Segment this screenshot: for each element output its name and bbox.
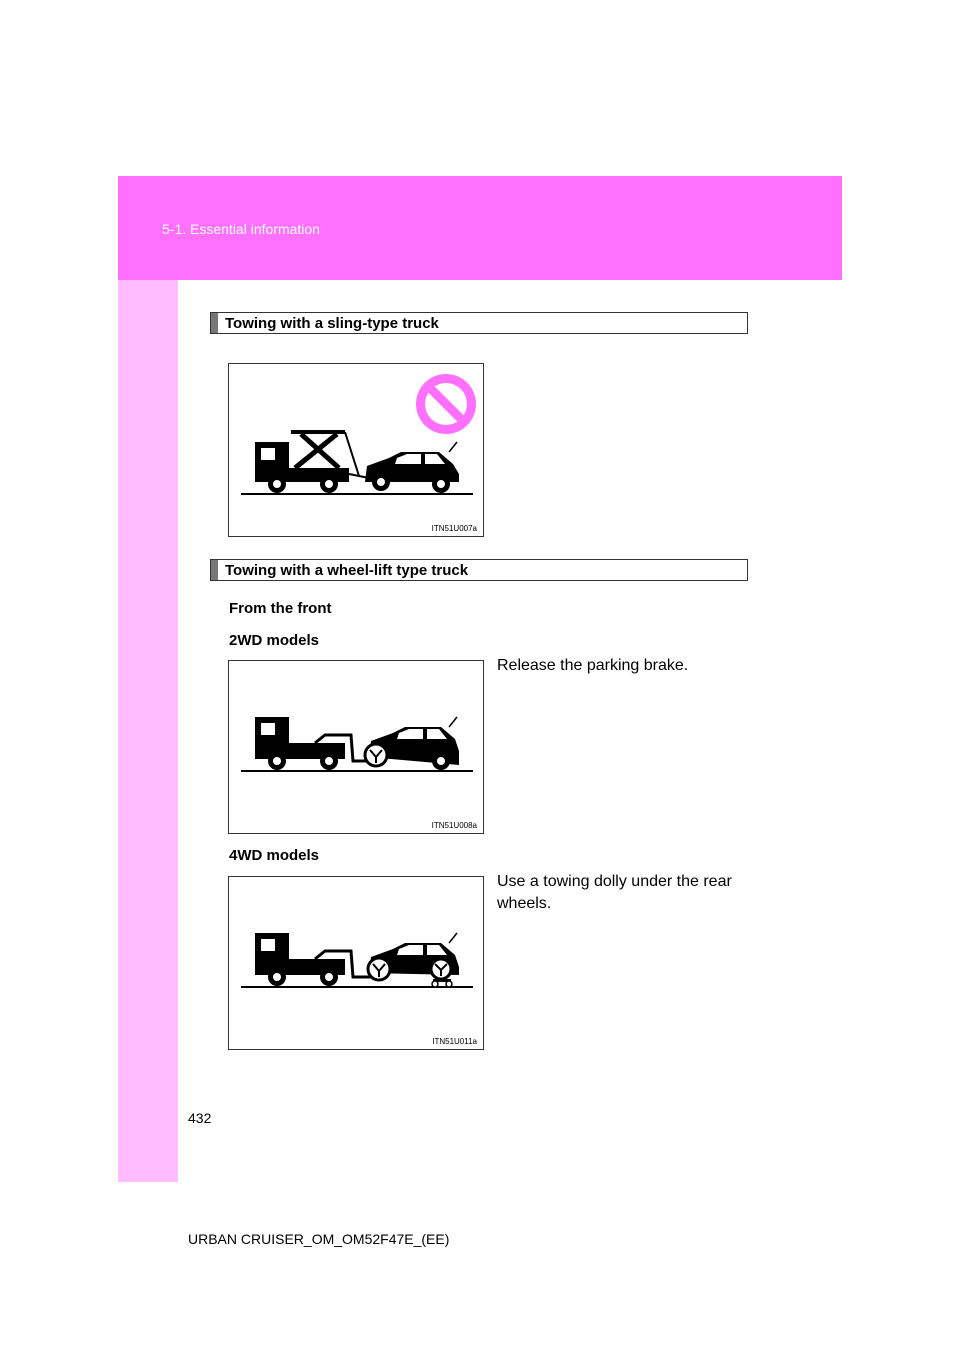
section-title-sling xyxy=(210,312,748,334)
section-breadcrumb: 5-1. Essential information xyxy=(162,221,320,237)
figure-code: ITN51U007a xyxy=(431,524,477,533)
instruction-4wd: Use a towing dolly under the rear wheels. xyxy=(497,873,732,912)
prohibited-icon xyxy=(416,374,476,434)
section-title-label: Towing with a wheel-lift type truck xyxy=(225,562,469,579)
section-title-wheel-lift xyxy=(210,559,748,581)
subhead-2wd: 2WD models xyxy=(229,632,320,649)
section-title-label: Towing with a sling-type truck xyxy=(225,315,439,332)
wheel-lift-4wd-illustration xyxy=(229,877,485,1051)
figure-sling-truck xyxy=(228,363,484,537)
sling-truck-illustration xyxy=(229,364,485,538)
page-number: 432 xyxy=(188,1110,212,1126)
figure-code: ITN51U011a xyxy=(432,1037,477,1046)
instruction-2wd: Release the parking brake. xyxy=(497,657,689,674)
section-marker xyxy=(211,313,218,333)
figure-wheel-lift-4wd xyxy=(228,876,484,1050)
subhead-from-front: From the front xyxy=(229,600,332,617)
figure-wheel-lift-2wd xyxy=(228,660,484,834)
section-marker xyxy=(211,560,218,580)
figure-code: ITN51U008a xyxy=(431,821,477,830)
side-tab-band xyxy=(118,280,178,1182)
subhead-4wd: 4WD models xyxy=(229,847,320,864)
wheel-lift-2wd-illustration xyxy=(229,661,485,835)
footer-document-code: URBAN CRUISER_OM_OM52F47E_(EE) xyxy=(188,1231,450,1247)
